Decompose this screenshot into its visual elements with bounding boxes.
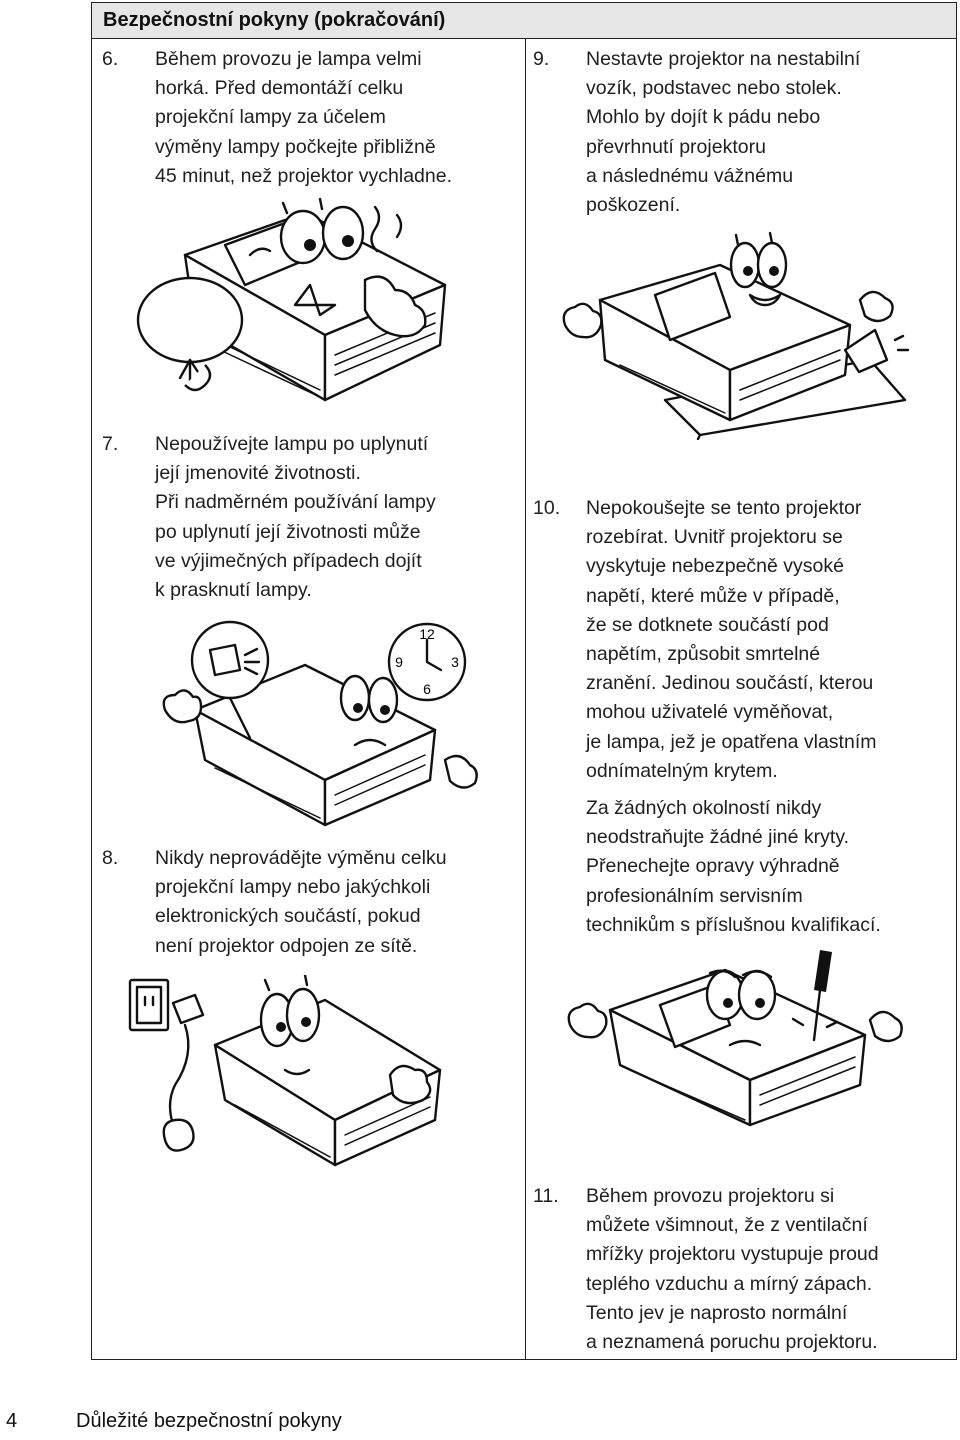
projector-cartoon-falling-icon xyxy=(560,225,915,440)
column-divider xyxy=(525,39,526,1359)
footer-section-title: Důležité bezpečnostní pokyny xyxy=(76,1410,342,1432)
unplug-illustration xyxy=(125,975,445,1170)
item-number: 6. xyxy=(102,48,119,70)
item-text: Nepoužívejte lampu po uplynutí její jmenovité životnosti. Při nadměrném používání lampy po uplynutí její životnosti může ve výjimečných případech dojít k prasknutí lampy. xyxy=(155,433,436,602)
clock-numeral-3: 3 xyxy=(451,654,459,670)
item-text: Během provozu projektoru si můžete všimnout, že z ventilační mřížky projektoru vystupuje proud teplého vzduchu a mírný zápach. Tento jev je naprosto normální a neznamená poruchu projektoru. xyxy=(586,1185,879,1354)
lamp-life-illustration xyxy=(155,620,485,830)
section-header xyxy=(92,3,956,39)
item-text: Za žádných okolností nikdy neodstraňujte žádné jiné kryty. Přenechejte opravy výhradně profesionálním servisním technikům s příslušnou kvalifikací. xyxy=(586,797,881,936)
clock-numeral-9: 9 xyxy=(395,654,403,670)
projector-cartoon-plug-icon xyxy=(125,975,445,1170)
clock-numeral-6: 6 xyxy=(423,681,431,697)
item-text: Během provozu je lampa velmi horká. Před demontáží celku projekční lampy za účelem výměny lampy počkejte přibližně 45 minut, než projektor vychladne. xyxy=(155,48,452,187)
projector-cartoon-screwdriver-icon xyxy=(565,945,905,1130)
projector-cartoon-clock-icon xyxy=(155,620,485,830)
item-number: 9. xyxy=(533,48,550,70)
disassemble-illustration xyxy=(565,945,905,1130)
item-number: 7. xyxy=(102,433,119,455)
item-number: 8. xyxy=(102,847,119,869)
item-text: Nepokoušejte se tento projektor rozebírat. Uvnitř projektoru se vyskytuje nebezpečně vysoké napětí, které může v případě, že se dotknete součástí pod napětím, způsobit smrtelné zranění. Jedinou součástí, kterou mohou uživatelé vyměňovat, je lampa, jež je opatřena vlastním odnímatelným krytem. xyxy=(586,497,877,782)
item-number: 11. xyxy=(533,1185,559,1207)
projector-cartoon-fan-icon xyxy=(135,195,465,405)
item-text: Nikdy neprovádějte výměnu celku projekční lampy nebo jakýchkoli elektronických součástí, pokud není projektor odpojen ze sítě. xyxy=(155,847,447,957)
page-number: 4 xyxy=(6,1410,18,1432)
item-text: Nestavte projektor na nestabilní vozík, podstavec nebo stolek. Mohlo by dojít k pádu nebo převrhnutí projektoru a následnému vážnému poškození. xyxy=(586,48,861,217)
unstable-surface-illustration xyxy=(560,225,915,440)
clock-numeral-12: 12 xyxy=(419,626,435,642)
hot-lamp-illustration xyxy=(135,195,465,405)
page-title: Bezpečnostní pokyny (pokračování) xyxy=(103,9,446,31)
item-number: 10. xyxy=(533,497,561,519)
